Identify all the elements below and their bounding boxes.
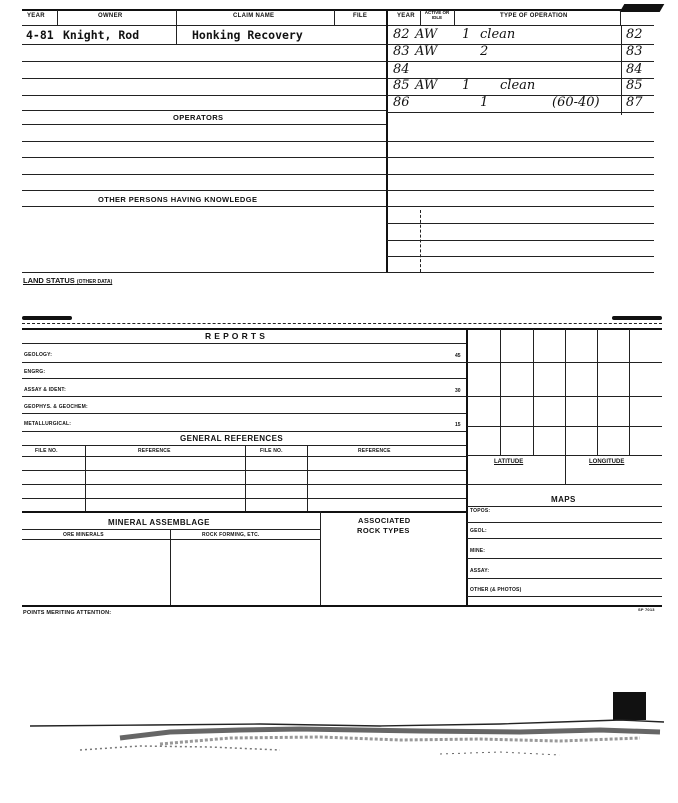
activity-row-line bbox=[387, 141, 654, 142]
form-number: SP 7013 bbox=[638, 607, 655, 612]
header-file: FILE bbox=[353, 13, 368, 19]
activity-count: 2 bbox=[480, 44, 489, 59]
maps-assay: ASSAY: bbox=[470, 568, 490, 574]
corner-mark bbox=[620, 4, 665, 12]
report-assay: ASSAY & IDENT: bbox=[24, 387, 66, 393]
activity-col-line bbox=[420, 210, 421, 272]
maps-line bbox=[467, 596, 662, 597]
activity-row-line bbox=[387, 223, 654, 224]
activity-last: 82 bbox=[626, 27, 643, 42]
general-references-title: GENERAL REFERENCES bbox=[180, 434, 284, 443]
report-geophys: GEOPHYS. & GEOCHEM: bbox=[24, 404, 88, 410]
activity-row-line bbox=[387, 190, 654, 191]
reports-line bbox=[22, 362, 466, 363]
report-metallurgical: METALLURGICAL: bbox=[24, 421, 72, 427]
activity-year: 85 bbox=[393, 78, 410, 93]
activity-row-line bbox=[387, 240, 654, 241]
row-line bbox=[22, 190, 386, 191]
header-year-2: YEAR bbox=[397, 13, 415, 19]
activity-status: AW bbox=[415, 27, 438, 42]
row-line bbox=[22, 78, 386, 79]
maps-line bbox=[467, 506, 662, 507]
activity-year: 84 bbox=[393, 62, 410, 77]
reports-line bbox=[22, 396, 466, 397]
mineral-line bbox=[22, 539, 320, 540]
grid-row-line bbox=[467, 484, 662, 485]
section-top-line bbox=[22, 323, 662, 324]
header-underline bbox=[22, 25, 654, 26]
activity-row-line bbox=[387, 112, 654, 113]
header-claim-name: CLAIM NAME bbox=[233, 13, 275, 19]
grid-row-line bbox=[467, 396, 662, 397]
row-line bbox=[22, 174, 386, 175]
activity-last: 83 bbox=[626, 44, 643, 59]
grid-row-line bbox=[467, 362, 662, 363]
lower-top-border bbox=[22, 328, 662, 330]
mineral-assemblage-title: MINERAL ASSEMBLAGE bbox=[108, 518, 210, 527]
report-num: 15 bbox=[455, 422, 461, 428]
ref-header-reference: REFERENCE bbox=[138, 448, 171, 454]
activity-type: clean bbox=[500, 78, 536, 93]
ref-header-file-no: FILE NO. bbox=[35, 448, 58, 454]
report-engrg: ENGRG: bbox=[24, 369, 46, 375]
row-line bbox=[22, 110, 386, 111]
activity-row-line bbox=[387, 256, 654, 257]
rock-types-label: ROCK TYPES bbox=[357, 526, 410, 535]
col-line bbox=[334, 10, 335, 26]
report-geology: GEOLOGY: bbox=[24, 352, 53, 358]
activity-count: 1 bbox=[462, 78, 471, 93]
activity-year: 82 bbox=[393, 27, 410, 42]
grid-row-line bbox=[467, 426, 662, 427]
reports-title: R E P O R T S bbox=[205, 331, 266, 341]
activity-row-line bbox=[387, 95, 654, 96]
refs-col-line bbox=[307, 445, 308, 511]
header-active-or-idle: ACTIVE OR IDLE bbox=[424, 10, 450, 20]
refs-line bbox=[22, 456, 466, 457]
activity-row-line bbox=[387, 157, 654, 158]
reports-line bbox=[22, 378, 466, 379]
row-line bbox=[22, 206, 386, 207]
owner-name: Knight, Rod bbox=[63, 28, 140, 42]
scan-noise-band bbox=[0, 680, 678, 790]
tear-mark-left bbox=[22, 316, 72, 320]
land-status-label bbox=[23, 276, 112, 285]
row-line bbox=[22, 61, 386, 62]
maps-title: MAPS bbox=[551, 495, 576, 504]
report-num: 30 bbox=[455, 388, 461, 394]
refs-line bbox=[22, 445, 466, 446]
maps-geol: GEOL: bbox=[470, 528, 487, 534]
activity-last: 85 bbox=[626, 78, 643, 93]
header-type-of-operation: TYPE OF OPERATION bbox=[500, 13, 568, 19]
row-line bbox=[22, 44, 386, 45]
refs-col-line bbox=[245, 445, 246, 511]
activity-last: 87 bbox=[626, 95, 643, 110]
grid-col-line bbox=[597, 329, 598, 455]
reports-line bbox=[22, 343, 466, 344]
row-line bbox=[22, 95, 386, 96]
refs-bottom-line bbox=[22, 511, 466, 513]
grid-col-line bbox=[565, 329, 566, 484]
owner-year: 4-81 bbox=[26, 28, 54, 42]
row-line bbox=[22, 141, 386, 142]
reports-line bbox=[22, 431, 466, 432]
header-owner: OWNER bbox=[98, 13, 123, 19]
reports-line bbox=[22, 413, 466, 414]
associated-label: ASSOCIATED bbox=[358, 516, 411, 525]
latitude-label: LATITUDE bbox=[494, 459, 524, 465]
ref-header-reference-2: REFERENCE bbox=[358, 448, 391, 454]
maps-line bbox=[467, 522, 662, 523]
operators-label: OPERATORS bbox=[173, 113, 224, 122]
top-bottom-border bbox=[22, 272, 654, 273]
maps-topos: TOPOS: bbox=[470, 508, 491, 514]
maps-line bbox=[467, 558, 662, 559]
col-line bbox=[420, 10, 421, 26]
land-status-title: LAND STATUS bbox=[23, 276, 75, 285]
tear-mark-right bbox=[612, 316, 662, 320]
grid-row-line bbox=[467, 455, 662, 456]
refs-line bbox=[22, 484, 466, 485]
ore-minerals-label: ORE MINERALS bbox=[63, 532, 104, 538]
grid-col-line bbox=[533, 329, 534, 455]
points-meriting-attention: POINTS MERITING ATTENTION: bbox=[23, 610, 112, 616]
col-line bbox=[620, 10, 621, 26]
grid-col-line bbox=[500, 329, 501, 455]
activity-status: AW bbox=[415, 44, 438, 59]
last-col-line bbox=[621, 25, 622, 115]
activity-count: 1 bbox=[480, 95, 489, 110]
activity-row-line bbox=[387, 174, 654, 175]
lower-col-divider bbox=[466, 329, 468, 605]
activity-row-line bbox=[387, 61, 654, 62]
maps-line bbox=[467, 538, 662, 539]
maps-line bbox=[467, 578, 662, 579]
other-persons-label: OTHER PERSONS HAVING KNOWLEDGE bbox=[98, 195, 258, 204]
land-status-note: (OTHER DATA) bbox=[76, 279, 113, 285]
refs-line bbox=[22, 470, 466, 471]
activity-year: 86 bbox=[393, 95, 410, 110]
longitude-label: LONGITUDE bbox=[589, 459, 625, 465]
refs-line bbox=[22, 498, 466, 499]
activity-year: 83 bbox=[393, 44, 410, 59]
report-num: 45 bbox=[455, 353, 461, 359]
activity-last: 84 bbox=[626, 62, 643, 77]
col-line bbox=[454, 10, 455, 26]
col-line bbox=[57, 10, 58, 26]
mineral-col-line bbox=[170, 529, 171, 605]
refs-col-line bbox=[85, 445, 86, 511]
ref-header-file-no-2: FILE NO. bbox=[260, 448, 283, 454]
col-line bbox=[176, 10, 177, 45]
activity-count: 1 bbox=[462, 27, 471, 42]
maps-mine: MINE: bbox=[470, 548, 486, 554]
activity-row-line bbox=[387, 206, 654, 207]
top-border bbox=[22, 9, 654, 11]
header-year: YEAR bbox=[27, 13, 45, 19]
mineral-line bbox=[22, 529, 320, 530]
lower-bottom-border bbox=[22, 605, 662, 607]
activity-type: (60-40) bbox=[552, 95, 600, 110]
activity-type: clean bbox=[480, 27, 516, 42]
maps-other: OTHER (& PHOTOS) bbox=[470, 587, 522, 593]
grid-col-line bbox=[629, 329, 630, 455]
mineral-col-line bbox=[320, 511, 321, 605]
rock-forming-label: ROCK FORMING, ETC. bbox=[202, 532, 260, 538]
row-line bbox=[22, 157, 386, 158]
row-line bbox=[22, 124, 386, 125]
claim-name: Honking Recovery bbox=[192, 28, 303, 42]
activity-status: AW bbox=[415, 78, 438, 93]
